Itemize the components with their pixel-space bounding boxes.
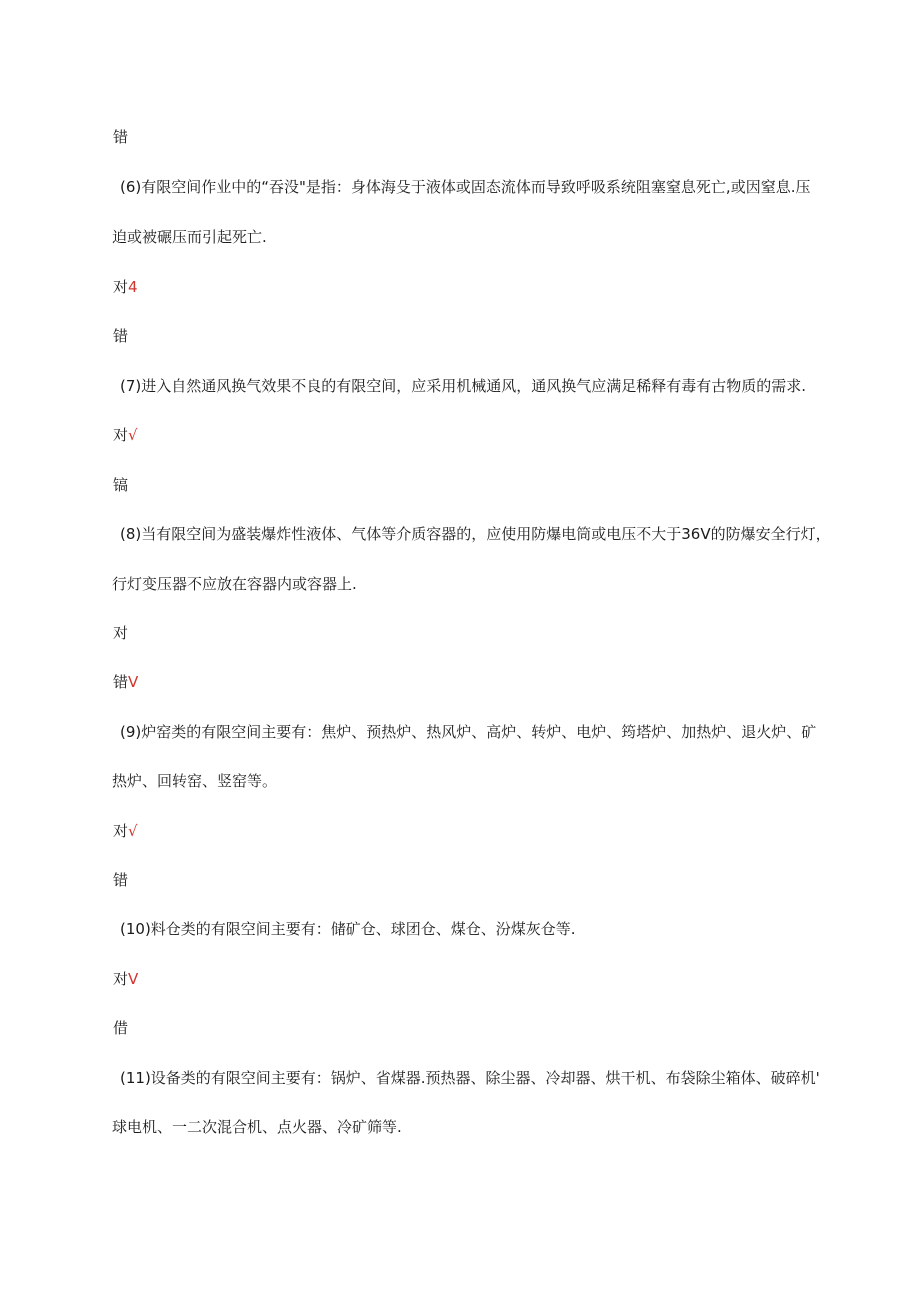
question-8-line-1: (8)当有限空间为盛装爆炸性液体、气体等介质容器的，应使用防爆电筒或电压不大于36V的防爆安全行灯， — [120, 525, 831, 543]
check-mark: V — [128, 673, 139, 691]
question-7-line-1: (7)进入自然通风换气效果不良的有限空间，应采用机械通风，通风换气应满足稀释有毒有古物质的需求. — [120, 377, 807, 395]
question-6-line-1: (6)有限空间作业中的“吞没"是指：身体海殳于液体或固态流体而导致呼吸系统阻塞窒息死亡,或因窒息.压 — [120, 178, 811, 196]
question-8-option-false: 错V — [113, 673, 139, 691]
question-7-option-true: 对√ — [113, 426, 138, 444]
question-7-option-false: 镐 — [113, 476, 129, 494]
question-10-option-true: 对V — [113, 970, 139, 988]
check-mark: √ — [128, 822, 138, 840]
question-9-option-true: 对√ — [113, 822, 138, 840]
question-11-line-1: (11)设备类的有限空间主要有：锅炉、省煤器.预热器、除尘器、冷却器、烘干机、布袋除尘箱体、破碎机' — [120, 1069, 820, 1087]
question-6-line-2: 迫或被碾压而引起死亡. — [112, 228, 267, 246]
question-6-option-false: 错 — [113, 327, 129, 345]
check-mark: 4 — [128, 278, 138, 296]
answer-false-top: 错 — [113, 128, 129, 146]
check-mark: V — [128, 970, 139, 988]
question-8-line-2: 行灯变压器不应放在容器内或容器上. — [112, 575, 357, 593]
question-10-line-1: (10)料仓类的有限空间主要有：储矿仓、球团仓、煤仓、汾煤灰仓等. — [120, 920, 576, 938]
question-8-option-true: 对 — [113, 624, 129, 642]
question-9-line-1: (9)炉窑类的有限空间主要有：焦炉、预热炉、热风炉、高炉、转炉、电炉、筠塔炉、加热炉、退火炉、矿 — [120, 723, 817, 741]
question-6-option-true: 对4 — [113, 278, 138, 296]
question-9-option-false: 错 — [113, 871, 129, 889]
check-mark: √ — [128, 426, 138, 444]
question-11-line-2: 球电机、一二次混合机、点火器、冷矿筛等. — [112, 1118, 402, 1136]
question-9-line-2: 热炉、回转窑、竖窑等。 — [112, 772, 278, 790]
question-10-option-false: 借 — [113, 1019, 129, 1037]
